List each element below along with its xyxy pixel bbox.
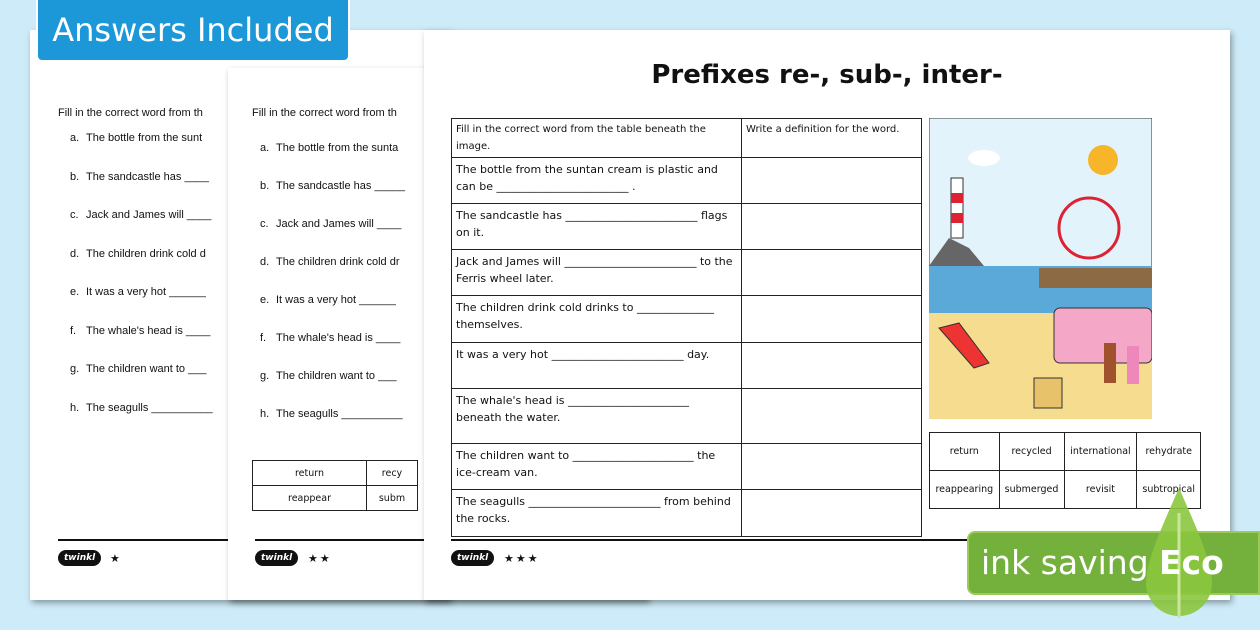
question-item [260, 408, 403, 420]
question-text: The children drink cold dr [276, 256, 400, 268]
table-row [452, 490, 922, 537]
sentence-cell: The whale's head is ______________________ beneath the water. [452, 389, 742, 444]
question-text: The bottle from the sunta [276, 142, 399, 154]
question-letter: f. [70, 324, 77, 337]
question-letter: h. [70, 401, 80, 414]
definition-cell[interactable] [742, 444, 922, 490]
question-text: Jack and James will ____ [276, 218, 402, 230]
eco-label: Eco [1159, 543, 1224, 582]
question-letter: b. [260, 180, 270, 192]
question-letter: a. [260, 142, 270, 154]
table-row [452, 296, 922, 343]
table-row [452, 389, 922, 444]
sentence-cell: The sandcastle has ________________________ flags on it. [452, 204, 742, 250]
lighthouse [951, 178, 963, 238]
sentence-cell: The children want to ______________________ the ice-cream van. [452, 444, 742, 490]
sentence-cell: It was a very hot ________________________ day. [452, 343, 742, 389]
question-text: It was a very hot ______ [276, 294, 396, 306]
column-header: Write a definition for the word. [742, 119, 922, 158]
question-letter: c. [70, 209, 79, 221]
sentence-cell: Jack and James will ________________________ to the Ferris wheel later. [452, 250, 742, 296]
ink-saving-eco-banner [967, 531, 1260, 595]
word-cell: recycled [999, 433, 1064, 471]
question-item [70, 286, 206, 298]
word-cell: return [253, 461, 367, 486]
twinkl-logo: twinkl [58, 550, 101, 566]
question-text: The sandcastle has _____ [276, 180, 406, 192]
word-cell: subm [367, 486, 418, 511]
sentence-cell: The seagulls ________________________ from behind the rocks. [452, 490, 742, 537]
page-title: Prefixes re-, sub-, inter- [651, 60, 1003, 90]
instruction-text: Fill in the correct word from th [252, 107, 397, 119]
definition-cell[interactable] [742, 296, 922, 343]
question-item [260, 218, 401, 230]
definition-cell[interactable] [742, 343, 922, 389]
question-item [70, 363, 206, 375]
definition-cell[interactable] [742, 490, 922, 537]
question-table [451, 118, 922, 537]
definition-cell[interactable] [742, 204, 922, 250]
definition-cell[interactable] [742, 389, 922, 444]
question-letter: g. [260, 370, 270, 382]
question-item [70, 325, 210, 337]
sandcastle [1034, 378, 1062, 408]
word-table [252, 460, 418, 511]
word-cell: subtropical [1137, 471, 1201, 509]
word-cell: international [1064, 433, 1137, 471]
definition-cell[interactable] [742, 158, 922, 204]
answers-included-badge: Answers Included [36, 0, 350, 62]
question-text: The children drink cold d [86, 247, 206, 260]
question-item [70, 248, 206, 260]
column-header: Fill in the correct word from the table beneath the image. [452, 119, 742, 158]
ink-saving-label: ink saving [981, 543, 1149, 582]
word-cell: submerged [999, 471, 1064, 509]
question-item [70, 402, 213, 414]
question-item [260, 256, 400, 268]
difficulty-stars: ★ [110, 552, 122, 565]
question-item [260, 180, 405, 192]
question-letter: c. [260, 218, 269, 230]
question-text: The seagulls __________ [86, 401, 213, 414]
difficulty-stars: ★★★ [504, 552, 540, 565]
word-cell: reappear [253, 486, 367, 511]
difficulty-stars: ★★ [308, 552, 332, 565]
twinkl-logo: twinkl [255, 550, 298, 566]
question-text: The children want to ___ [86, 363, 207, 375]
question-item [260, 370, 396, 382]
question-item [70, 209, 211, 221]
word-cell: recy [367, 461, 418, 486]
twinkl-logo: twinkl [451, 550, 494, 566]
question-letter: a. [70, 132, 80, 144]
worksheet-page-3 [424, 30, 1230, 600]
question-text: The seagulls __________ [276, 408, 403, 420]
question-item [260, 294, 396, 306]
question-text: The whale's head is ____ [276, 332, 401, 344]
question-item [70, 132, 202, 144]
table-row [452, 343, 922, 389]
question-letter: d. [70, 247, 80, 260]
table-row [452, 158, 922, 204]
question-letter: h. [260, 408, 270, 420]
question-text: It was a very hot ______ [86, 286, 206, 298]
sun-icon [1088, 145, 1118, 175]
table-row [452, 444, 922, 490]
question-item [260, 142, 398, 154]
question-letter: d. [260, 256, 270, 268]
table-row [452, 204, 922, 250]
sentence-cell: The children drink cold drinks to ______________ themselves. [452, 296, 742, 343]
question-letter: e. [260, 294, 270, 306]
question-item [260, 332, 400, 344]
question-text: Jack and James will ____ [86, 209, 212, 221]
question-item [70, 171, 209, 183]
definition-cell[interactable] [742, 250, 922, 296]
instruction-text: Fill in the correct word from th [58, 107, 203, 119]
question-text: The children want to ___ [276, 370, 397, 382]
beach-illustration [929, 118, 1152, 419]
word-cell: reappearing [930, 471, 1000, 509]
question-letter: b. [70, 170, 80, 183]
sentence-cell: The bottle from the suntan cream is plastic and can be ________________________ . [452, 158, 742, 204]
word-cell: rehydrate [1137, 433, 1201, 471]
question-letter: g. [70, 363, 80, 375]
question-text: The sandcastle has ____ [86, 170, 209, 183]
table-row [452, 250, 922, 296]
question-text: The whale's head is ____ [86, 324, 211, 337]
question-letter: e. [70, 286, 80, 298]
word-cell: revisit [1064, 471, 1137, 509]
word-cell: return [930, 433, 1000, 471]
question-text: The bottle from the sunt [86, 132, 203, 144]
question-letter: f. [260, 332, 267, 344]
